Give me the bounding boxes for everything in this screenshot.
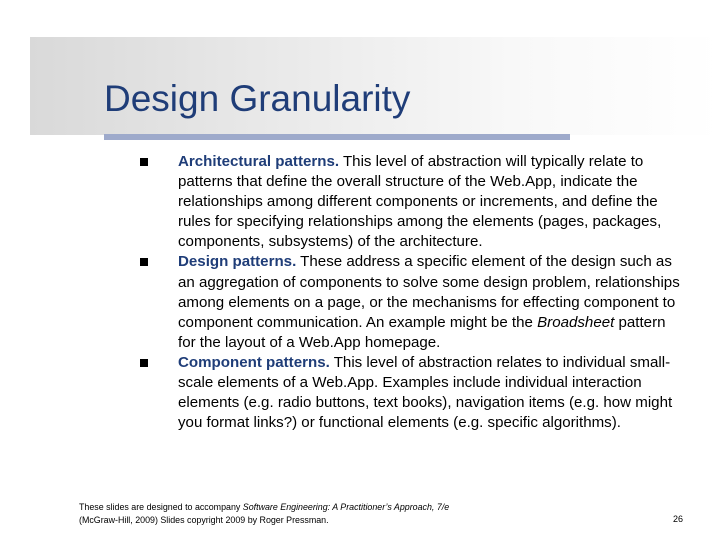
- bullet-list: [132, 152, 680, 433]
- bullet-description: This level of abstraction will typically relate to patterns that define the overall structure of the Web.App, indicate the relationships among different components or increments, and define the rules for specifying relationships among the elements (pages, packages, components, subsystems) of the architecture.: [178, 153, 662, 251]
- bullet-item-architectural-patterns: [132, 152, 680, 252]
- bullet-term: Component patterns.: [178, 353, 330, 371]
- bullet-item-design-patterns: [132, 252, 680, 352]
- slide-title: Design Granularity: [104, 78, 411, 119]
- square-bullet-icon: [140, 359, 148, 367]
- bullet-item-component-patterns: [132, 353, 680, 433]
- bullet-description: These address a specific element of the design such as an aggregation of components to solve some design problem, relationships among elements on a page, or the mechanisms for effecting component to component communication. An example might be the: [178, 253, 680, 331]
- bullet-emphasis: Broadsheet: [537, 313, 615, 331]
- square-bullet-icon: [140, 158, 148, 166]
- footer-citation: [79, 501, 519, 527]
- title-underline: [104, 134, 570, 140]
- bullet-description: This level of abstraction relates to individual small-scale elements of a Web.App. Examples include individual interaction elements (e.g. radio buttons, text books), navigation items (e.g. how might you format links?) or functional elements (e.g. specific algorithms).: [178, 353, 673, 432]
- bullet-term: Design patterns.: [178, 253, 297, 271]
- bullet-description-continued: pattern for the layout of a Web.App homepage.: [178, 313, 666, 351]
- book-title: Software Engineering: A Practitioner’s Approach, 7/e: [242, 502, 450, 512]
- bullet-term: Architectural patterns.: [178, 153, 340, 170]
- footer-copyright: (McGraw-Hill, 2009) Slides copyright 2009 by Roger Pressman.: [79, 515, 329, 525]
- square-bullet-icon: [140, 258, 148, 266]
- page-number: 26: [673, 514, 684, 524]
- footer-prefix: These slides are designed to accompany: [79, 502, 243, 512]
